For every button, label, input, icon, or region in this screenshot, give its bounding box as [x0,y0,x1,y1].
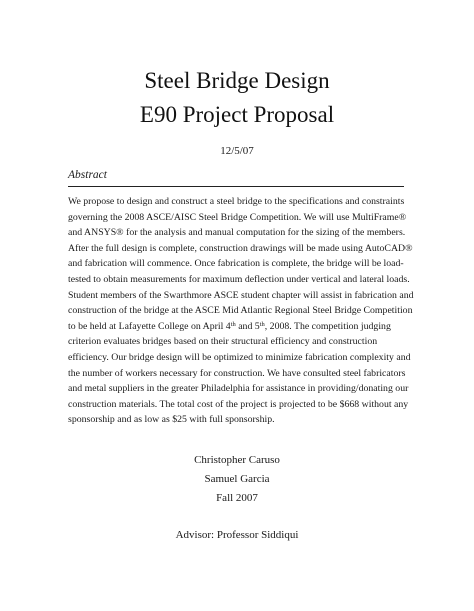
abstract-line: governing the 2008 ASCE/AISC Steel Bridge Competition. We will use MultiFrame® [68,211,407,223]
document-subtitle: E90 Project Proposal [139,102,335,127]
abstract-line: construction materials. The total cost of the project is projected to be $668 without any [68,398,409,410]
abstract-text: , 2008. The competition judging [264,320,391,332]
abstract-line: We propose to design and construct a steel bridge to the specifications and constraints [68,196,405,207]
abstract-line: efficiency. Our bridge design will be optimized to minimize fabrication complexity and [68,351,411,363]
authors-block [0,451,474,508]
abstract-line: and ANSYS® for the analysis and manual computation for the sizing of the members. [68,227,406,239]
abstract-body [68,194,414,428]
abstract-line: After the full design is complete, construction drawings will be made using AutoCAD® [68,242,413,254]
abstract-heading: Abstract [68,169,107,181]
abstract-text: and 5 [235,320,260,332]
document-date: 12/5/07 [220,145,254,157]
author-name: Samuel Garcia [204,473,270,485]
abstract-line: Student members of the Swarthmore ASCE student chapter will assist in fabrication and [68,289,414,301]
abstract-line: and metal suppliers in the greater Philadelphia for assistance in providing/donating our [68,383,409,395]
abstract-line: tested to obtain measurements for maximum deflection under vertical and lateral loads. [68,273,410,285]
document-title: Steel Bridge Design [144,68,330,93]
ordinal-suffix: th [259,320,265,328]
abstract-line: criterion evaluates bridges based on their structural efficiency and construction [68,336,378,348]
abstract-text: to be held at Lafayette College on April 4 [68,320,231,332]
term: Fall 2007 [216,492,258,504]
advisor: Advisor: Professor Siddiqui [175,529,299,541]
abstract-line: and fabrication will commence. Once fabrication is complete, the bridge will be load- [68,258,404,270]
ordinal-suffix: th [230,320,236,328]
abstract-line: construction of the bridge at the ASCE Mid Atlantic Regional Steel Bridge Competition [68,305,413,317]
abstract-line: sponsorship and as low as $25 with full sponsorship. [68,414,275,426]
author-name: Christopher Caruso [194,454,280,466]
abstract-line: the number of workers necessary for construction. We have consulted steel fabricators [68,367,406,379]
abstract-line-with-dates [68,319,408,335]
abstract-divider [68,186,404,187]
